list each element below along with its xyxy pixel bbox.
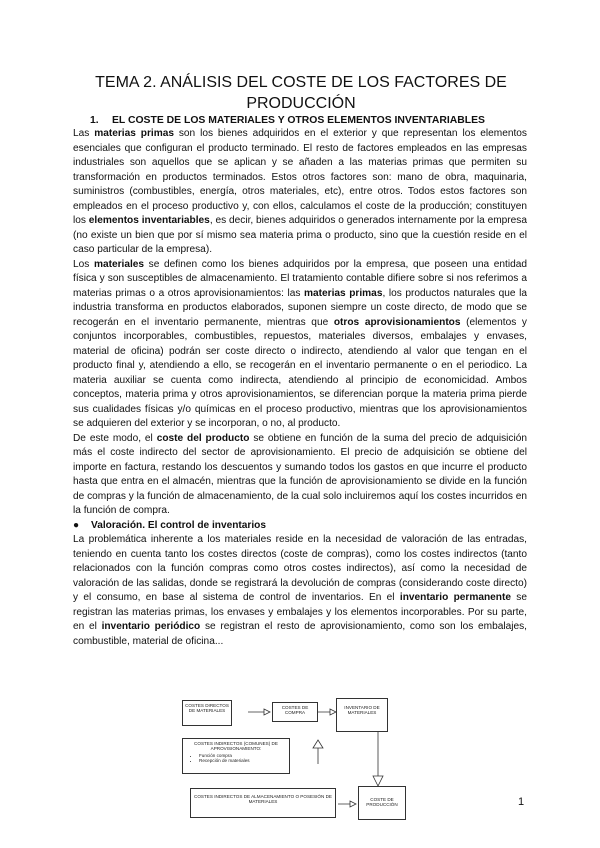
paragraph-coste-producto	[73, 432, 527, 519]
bold-term: otros aprovisionamientos	[333, 316, 461, 328]
text-span: se registran las materias primas, los envases y embalajes y los elementos incorporables. Por su parte, en el	[73, 592, 527, 632]
bullet-marker: ●	[73, 519, 80, 531]
bullet-valoracion	[73, 519, 527, 534]
box-costes-almacenamiento: COSTES INDIRECTOS DE ALMACENAMIENTO O POSESIÓN DE MATERIALES	[190, 788, 336, 818]
arrow-right-3	[338, 801, 356, 807]
page-title: TEMA 2. ANÁLISIS DEL COSTE DE LOS FACTORES DE PRODUCCIÓN	[95, 74, 507, 112]
box4-title: COSTES INDIRECTOS (COMUNES) DE APROVISIONAMIENTO:	[194, 741, 278, 752]
arrow-right-1	[248, 709, 270, 715]
text-span: (elementos y conjuntos incorporables, combustibles, repuestos, materiales diversos, embalajes y envases, material de oficina) podrán ser coste directo o indirecto, atendiendo al valor que tengan en el producto final y, atendiendo a ello, se recogerán en el inventario permanente o en el periodico. La materia auxiliar se cuenta como indirecta, atendiendo al principio de economicidad. Ambos conceptos, materia prima y otros aprovisionamientos, se diferencian porque la materia prima pierde sus cualidades físicas y/o químicas en el proceso productivo, mientras que los aprovisionamientos se adquieren del exterior y se incorporan, o no, al producto.	[73, 316, 527, 429]
box-inventario-materiales: INVENTARIO DE MATERIALES	[336, 698, 388, 732]
bullet-text: Valoración. El control de inventarios	[91, 519, 266, 531]
text-span: Las	[73, 128, 95, 139]
page-number: 1	[518, 796, 525, 808]
paragraph-materiales	[73, 258, 527, 432]
text-span: , los productos naturales que la industria transforma en productos elaborados, suponen siempre un coste directo, de modo que se recogerán en el inventario permanente, mientras que	[73, 287, 527, 328]
paragraph-materias-primas	[73, 127, 527, 258]
text-span: Los	[73, 258, 94, 270]
bold-term: materias primas	[94, 128, 174, 139]
text-span: se registran el resto de aprovisionamiento, como son los embalajes, combustible, material de oficina...	[73, 621, 527, 647]
box-costes-de-compra: COSTES DE COMPRA	[272, 702, 318, 722]
section-heading	[90, 115, 530, 126]
bold-term: inventario periódico	[101, 621, 201, 632]
text-span: se definen como los bienes adquiridos por la empresa, que poseen una entidad física y son susceptibles de almacenamiento. El tratamiento contable difiere sobre si nos referimos a materias primas o a otros aprovisionamientos: las	[73, 258, 527, 299]
box-coste-produccion: COSTE DE PRODUCCIÓN	[358, 786, 406, 820]
cost-flow-diagram	[180, 696, 420, 830]
arrow-down	[373, 732, 383, 786]
text-span: son los bienes adquiridos en el exterior y que representan los elementos esenciales que configuran el producto terminado. El resto de factores empleados en las empresas industriales son aquellos que se aplican y se añaden a las materias primas que permiten su transformación en productos terminados. Estos otros factores son: mano de obra, maquinaria, suministros (combustibles, energía, otros materiales, etc), entre otros. Todos estos factores son empleados en el proceso productivo y, con ellos, calculamos el coste de la producción; constituyen los	[73, 128, 527, 226]
bold-term: materiales	[93, 258, 145, 270]
box-costes-indirectos-aprovisionamiento	[182, 738, 290, 774]
bold-term: materias primas	[304, 287, 383, 299]
box-direct-costs: COSTES DIRECTOS DE MATERIALES	[182, 700, 232, 726]
arrow-up	[313, 740, 323, 764]
box4-item: • Recepción de materiales	[199, 758, 287, 763]
text-span: La problemática inherente a los materiales reside en la necesidad de valoración de las entradas, teniendo en cuenta tanto los costes directos (coste de compras), como los costes indirectos (tanto relacionados con la función compras como otros costes indirectos), así como la necesidad de valoración de las salidas, donde se registrará la devolución de compras (considerando coste directo) y el consumo, en base al sistema de control de inventarios. En el	[73, 534, 527, 603]
bold-term: coste del producto	[156, 432, 250, 444]
text-span: se obtiene en función de la suma del precio de adquisición más el coste indirecto del sector de aprovisionamiento. El precio de adquisición se obtiene del importe en factura, restando los descuentos y sumando todos los gastos en que incurre el producto hasta que entra en el almacén, mientras que la función de aprovisionamiento se divide en la función de compras y la función de almacenamiento, de la cual solo incluiremos aquí los costes incurridos en la función de compra.	[73, 432, 527, 516]
box4-item: • Función compra	[199, 753, 287, 758]
bold-term: inventario permanente	[399, 592, 511, 603]
body-text	[73, 127, 527, 649]
text-span: , es decir, bienes adquiridos o generados internamente por la empresa (no existe un bien que por sí mismo sea materia prima o producto, sino que la cuestión reside en el caso particular de la empresa).	[73, 215, 527, 255]
section-number: 1.	[90, 115, 99, 126]
text-span: De este modo, el	[73, 432, 157, 444]
paragraph-inventarios	[73, 533, 527, 649]
section-heading-text: EL COSTE DE LOS MATERIALES Y OTROS ELEMENTOS INVENTARIABLES	[112, 115, 485, 126]
bold-term: elementos inventariables	[88, 215, 210, 226]
box4-list	[199, 753, 287, 764]
arrow-right-2	[318, 709, 336, 715]
